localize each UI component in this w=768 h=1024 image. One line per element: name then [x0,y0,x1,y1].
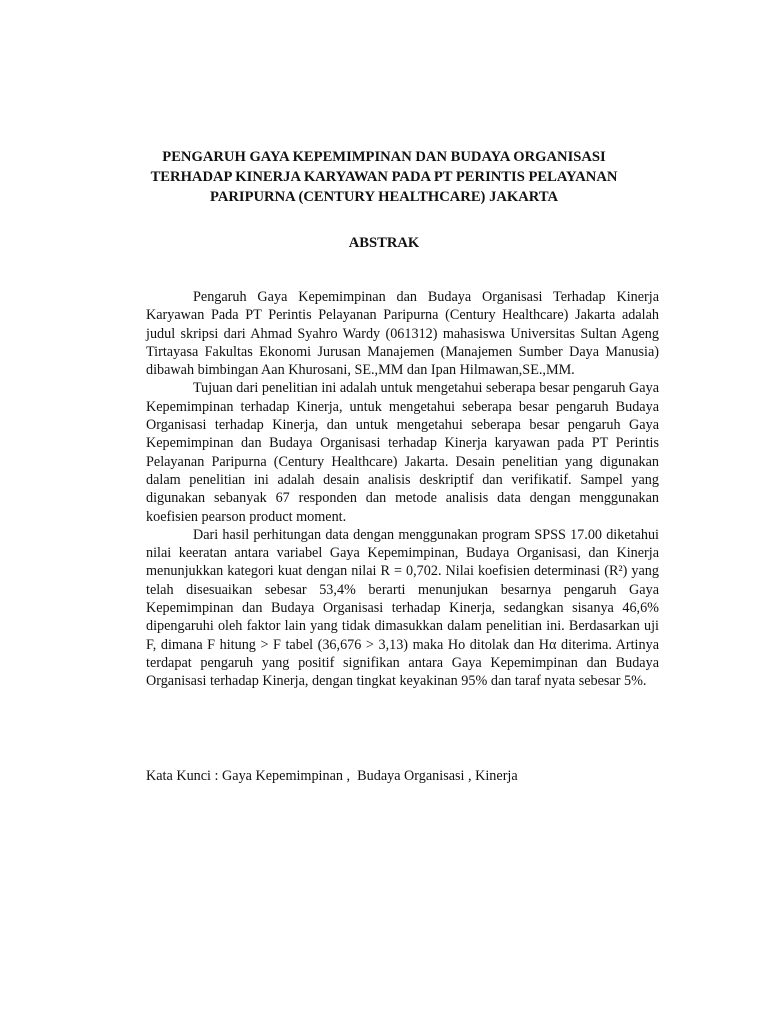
abstract-body [146,288,659,691]
title-line: PARIPURNA (CENTURY HEALTHCARE) JAKARTA [209,189,559,205]
title-line: TERHADAP KINERJA KARYAWAN PADA PT PERINTIS PELAYANAN [150,169,618,185]
keywords-line: Kata Kunci : Gaya Kepemimpinan , Budaya Organisasi , Kinerja [146,768,518,784]
document-title [100,147,668,207]
abstract-paragraph-purpose: Tujuan dari penelitian ini adalah untuk mengetahui seberapa besar pengaruh Gaya Kepemimpinan terhadap Kinerja, untuk mengetahui seberapa besar pengaruh Budaya Organisasi terhadap Kinerja, dan untuk mengetahui seberapa besar pengaruh Gaya Kepemimpinan dan Budaya Organisasi terhadap Kinerja karyawan pada PT Perintis Pelayanan Paripurna (Century Healthcare) Jakarta. Desain penelitian yang digunakan dalam penelitian ini adalah desain analisis deskriptif dan verifikatif. Sampel yang digunakan sebanyak 67 responden dan metode analisis data dengan menggunakan koefisien pearson product moment. [146,380,659,525]
abstract-heading: ABSTRAK [348,235,420,251]
abstract-paragraph-intro: Pengaruh Gaya Kepemimpinan dan Budaya Organisasi Terhadap Kinerja Karyawan Pada PT Perintis Pelayanan Paripurna (Century Healthcare) Jakarta adalah judul skripsi dari Ahmad Syahro Wardy (061312) mahasiswa Universitas Sultan Ageng Tirtayasa Fakultas Ekonomi Jurusan Manajemen (Manajemen Sumber Daya Manusia) dibawah bimbingan Aan Khurosani, SE.,MM dan Ipan Hilmawan,SE.,MM. [146,289,659,379]
title-line: PENGARUH GAYA KEPEMIMPINAN DAN BUDAYA ORGANISASI [162,149,606,165]
abstract-paragraph-results: Dari hasil perhitungan data dengan menggunakan program SPSS 17.00 diketahui nilai keeratan antara variabel Gaya Kepemimpinan, Budaya Organisasi, dan Kinerja menunjukkan kategori kuat dengan nilai R = 0,702. Nilai koefisien determinasi (R²) yang telah disesuaikan sebesar 53,4% berarti menunjukan besarnya pengaruh Gaya Kepemimpinan dan Budaya Organisasi terhadap Kinerja, sedangkan sisanya 46,6% dipengaruhi oleh faktor lain yang tidak dimasukkan dalam penelitian ini. Berdasarkan uji F, dimana F hitung > F tabel (36,676 > 3,13) maka Ho ditolak dan Hα diterima. Artinya terdapat pengaruh yang positif signifikan antara Gaya Kepemimpinan dan Budaya Organisasi terhadap Kinerja, dengan tingkat keyakinan 95% dan taraf nyata sebesar 5%. [146,526,659,690]
